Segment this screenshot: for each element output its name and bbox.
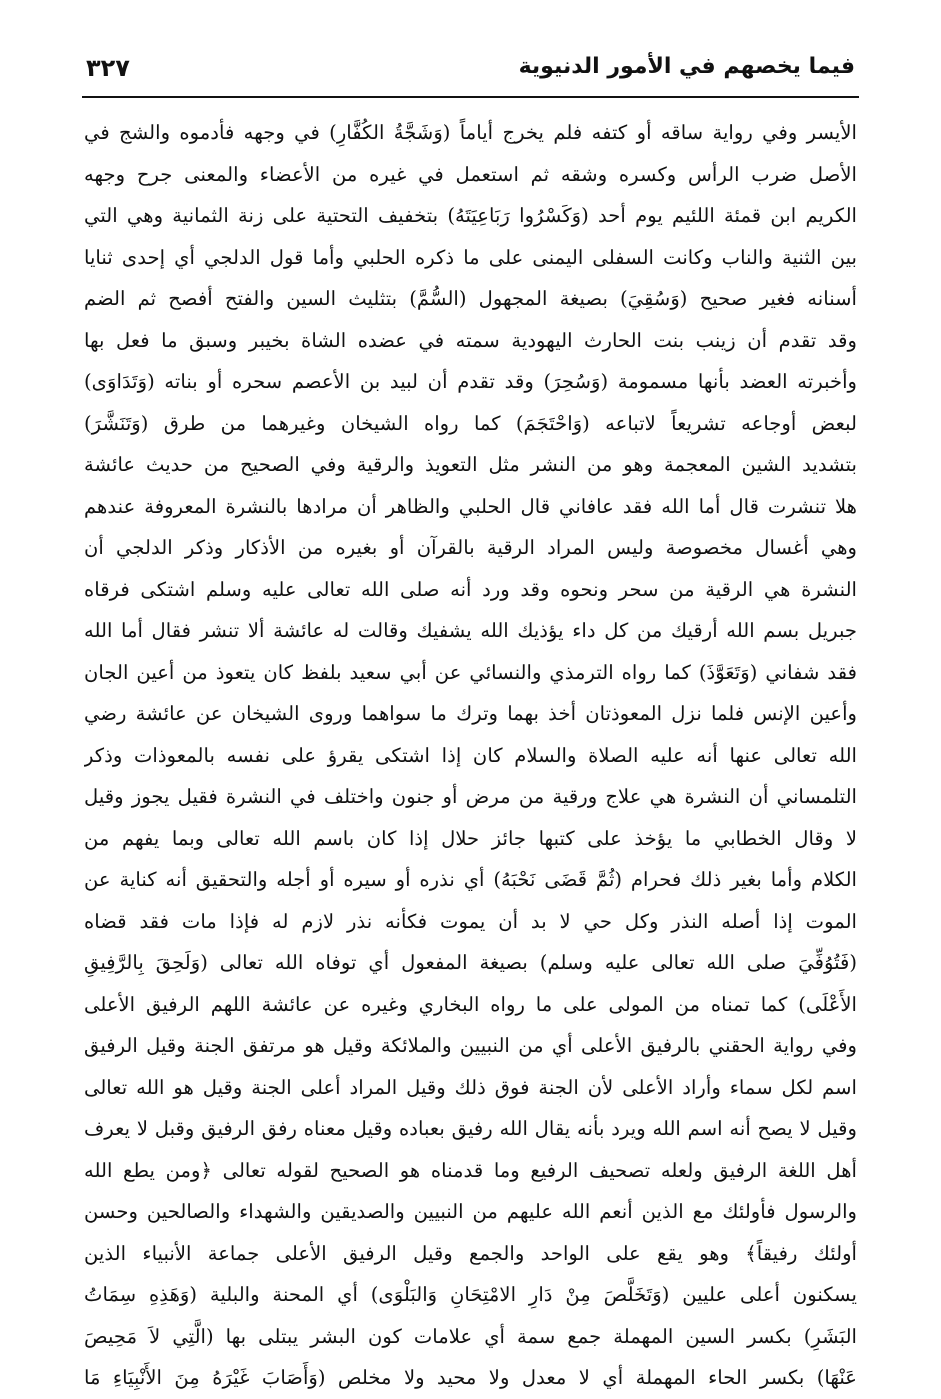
text-line: أولئك رفيقاً﴾ وهو يقع على الواحد والجمع وقيل الرفيق الأعلى جماعة الأنبياء الذين bbox=[84, 1241, 857, 1265]
text-line: عَنْهَا) بكسر الحاء المهملة أي لا معدل ولا محيد ولا مخلص (وَأَصَابَ غَيْرَهُ مِنَ الأَنْبِيَاءِ مَا bbox=[84, 1366, 857, 1389]
header-divider bbox=[82, 96, 859, 98]
text-line: وقد تقدم أن زينب بنت الحارث اليهودية سمته في عضده الشاة بخيبر وسبق ما فعل بها bbox=[84, 328, 857, 352]
text-line: وأخبرته العضد بأنها مسمومة (وَسُحِرَ) وقد تقدم أن لبيد بن الأعصم سحره أو بناته (وَتَدَاوَى) bbox=[84, 370, 857, 393]
text-line: لبعض أوجاعه تشريعاً لاتباعه (وَاحْتَجَمَ) كما رواه الشيخان وغيرهما من طرق (وَتَنَشَّرَ) bbox=[84, 411, 857, 435]
text-line: وفي رواية الحقني بالرفيق الأعلى أي من النبيين والملائكة وقيل هو مرتفق الجنة وقيل الرفيق bbox=[84, 1034, 857, 1057]
text-line: بتشديد الشين المعجمة وهو من النشر مثل التعويذ والرقية وفي الصحيح من حديث عائشة bbox=[84, 453, 857, 476]
text-line: أهل اللغة الرفيق ولعله تصحيف الرفيع وما قدمناه هو الصحيح لقوله تعالى ﴿ومن يطع الله bbox=[84, 1158, 857, 1182]
text-line: التلمساني أن النشرة هي علاج ورقية من مرض أو جنون واختلف في النشرة فقيل يجوز وقيل bbox=[84, 785, 857, 808]
text-line: الكلام وأما بغير ذلك فحرام (ثُمَّ قَضَى نَحْبَهُ) أي نذره أو سيره أو أجله والتحقيق أنه كناية عن bbox=[84, 868, 857, 891]
text-line: لا وقال الخطابي ما يؤخذ على كتبها جائز حلال إذا كان باسم الله تعالى وبما يفهم من bbox=[84, 826, 857, 850]
running-title: فيما يخصهم في الأمور الدنيوية bbox=[518, 54, 855, 79]
text-line: يسكنون أعلى عليين (وَتَخَلَّصَ مِنْ دَارِ الامْتِحَانِ وَالبَلْوَى) أي المحنة والبلية (وَهَذِهِ سِمَاتُ bbox=[84, 1283, 857, 1306]
text-line: اسم لكل سماء وأراد الأعلى لأن الجنة فوق ذلك وقيل المراد أعلى الجنة وقيل هو الله تعالى bbox=[84, 1075, 857, 1099]
text-line: الأَعْلَى) كما تمناه من المولى على ما رواه البخاري وغيره عن عائشة اللهم الرفيق الأعلى bbox=[84, 992, 857, 1016]
text-line: الأصل ضرب الرأس وكسره وشقه ثم استعمل في غيره من الأعضاء والمعنى جرح وجهه bbox=[84, 162, 857, 186]
text-line: بين الثنية والناب وكانت السفلى اليمنى على ما ذكره الحلبي وأما قول الدلجي أي إحدى ثنايا bbox=[84, 245, 857, 269]
text-line: وهي أغسال مخصوصة وليس المراد الرقية بالقرآن أو بغيره من الأذكار وذكر الدلجي أن bbox=[84, 536, 857, 559]
body-text bbox=[84, 112, 857, 1399]
text-line: والرسول فأولئك مع الذين أنعم الله عليهم من النبيين والصديقين والشهداء والصالحين وحسن bbox=[84, 1200, 857, 1223]
text-line: النشرة هي الرقية من سحر ونحوه وقد ورد أنه صلى الله تعالى عليه وسلم اشتكى فرقاه bbox=[84, 577, 857, 601]
text-line: الكريم ابن قمئة اللئيم يوم أحد (وَكَسْرُوا رَبَاعِيَتَهُ) بتخفيف التحتية على زنة الثمانية وهي التي bbox=[84, 204, 857, 227]
page-number: ٣٢٧ bbox=[86, 54, 130, 82]
text-line: البَشَرِ) بكسر السين المهملة جمع سمة أي علامات كون البشر يبتلى بها (الَّتِي لاَ مَحِيصَ bbox=[84, 1324, 857, 1348]
text-line: الموت إذا أصله النذر وكل حي لا بد أن يموت فكأنه نذر لازم له فإذا مات فقد قضاه bbox=[84, 909, 857, 933]
text-line: فقد شفاني (وَتَعَوَّذَ) كما رواه الترمذي والنسائي عن أبي سعيد بلفظ كان يتعوذ من أعين الجان bbox=[84, 660, 857, 684]
text-line: هلا تنشرت قال أما الله فقد عافاني قال الحلبي والظاهر أن مرادها بالنشرة المعروفة عندهم bbox=[84, 494, 857, 518]
text-line: أسنانه فغير صحيح (وَسُقِيَ) بصيغة المجهول (السُّمَّ) بتثليث السين والفتح أفصح ثم الضم bbox=[84, 287, 857, 310]
text-line: الله تعالى عنها أنه عليه الصلاة والسلام كان إذا اشتكى يقرؤ على نفسه بالمعوذات وذكر bbox=[84, 743, 857, 767]
text-line: (فَتُوُفِّيَ صلى الله تعالى عليه وسلم) بصيغة المفعول أي توفاه الله تعالى (وَلَحِقَ بِالرَّفِيقِ bbox=[84, 951, 857, 974]
text-line: وأعين الإنس فلما نزل المعوذتان أخذ بهما وترك ما سواهما وروى الشيخان عن عائشة رضي bbox=[84, 702, 857, 725]
text-line: وقيل لا يصح أنه اسم الله ويرد بأنه يقال الله رفيق بعباده وقيل معناه رفق الرفيق وقبل لا يعرف bbox=[84, 1117, 857, 1140]
text-line: جبريل بسم الله أرقيك من كل داء يؤذيك الله يشفيك وقالت له عائشة ألا تنشر فقال أما الله bbox=[84, 619, 857, 642]
page-header bbox=[86, 44, 855, 90]
text-line: الأيسر وفي رواية ساقه أو كتفه فلم يخرج أياماً (وَشَجَّةُ الكُفَّارِ) في وجهه فأدموه والشج في bbox=[84, 121, 857, 144]
